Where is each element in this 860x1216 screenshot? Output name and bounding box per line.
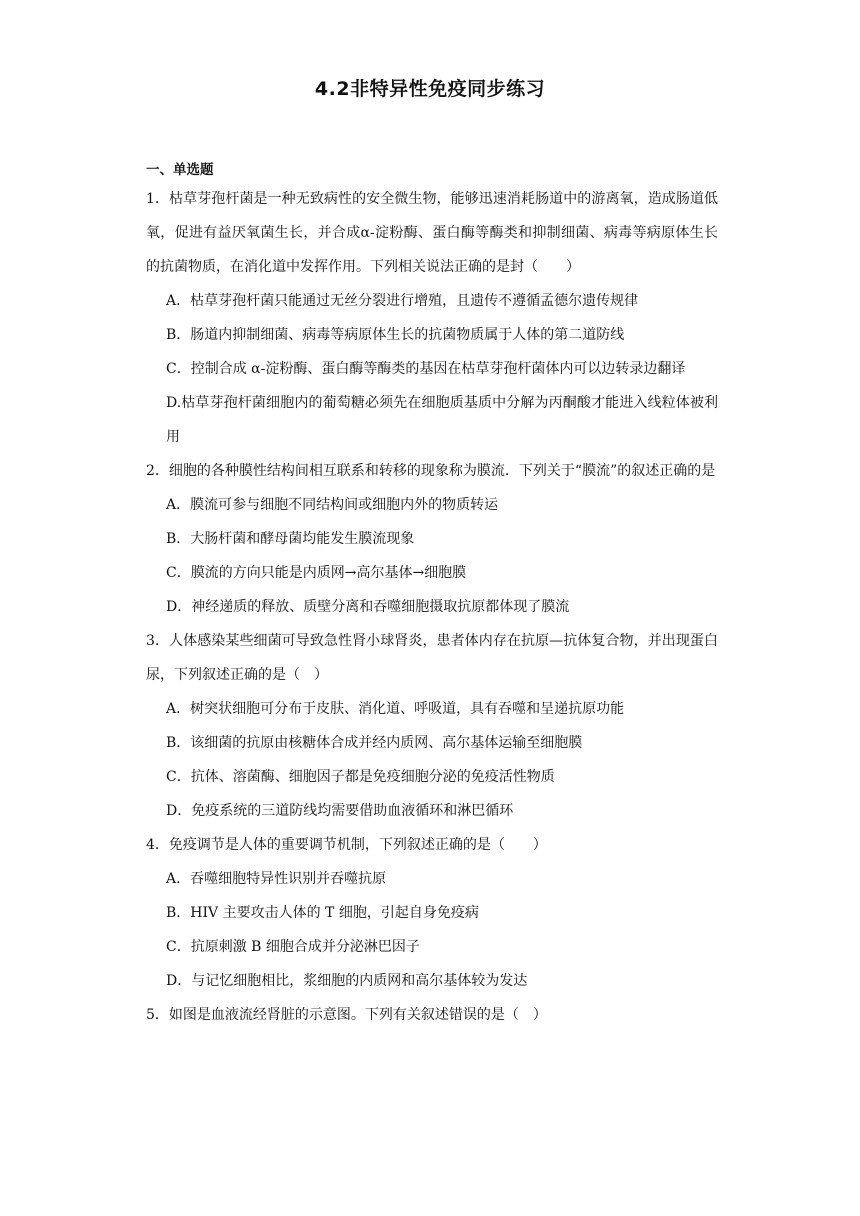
question-2-option-b: B．大肠杆菌和酵母菌均能发生膜流现象 [166, 531, 415, 547]
question-1-stem: 1．枯草芽孢杆菌是一种无致病性的安全微生物，能够迅速消耗肠道中的游离氧，造成肠道低氧，促进有益厌氧菌生长，并合成α-淀粉酶、蛋白酶等酶类和抑制细菌、病毒等病原体生长的抗菌物质，在消化道中发挥作用。下列相关说法正确的是封（ ） [146, 191, 718, 275]
question-5-stem: 5．如图是血液流经肾脏的示意图。下列有关叙述错误的是（ ） [146, 1007, 547, 1023]
question-2-option-c: C．膜流的方向只能是内质网→高尔基体→细胞膜 [166, 565, 467, 581]
question-3-option-c: C．抗体、溶菌酶、细胞因子都是免疫细胞分泌的免疫活性物质 [166, 769, 555, 785]
question-list [146, 182, 718, 1032]
question-3-option-d: D．免疫系统的三道防线均需要借助血液循环和淋巴循环 [166, 803, 514, 819]
question-1-option-d: D.枯草芽孢杆菌细胞内的葡萄糖必须先在细胞质基质中分解为丙酮酸才能进入线粒体被利用 [166, 395, 718, 445]
question-4-option-d: D．与记忆细胞相比，浆细胞的内质网和高尔基体较为发达 [166, 973, 528, 989]
question-3-option-b: B．该细菌的抗原由核糖体合成并经内质网、高尔基体运输至细胞膜 [166, 735, 583, 751]
question-3-option-a: A．树突状细胞可分布于皮肤、消化道、呼吸道，具有吞噬和呈递抗原功能 [166, 701, 625, 717]
question-3-stem: 3．人体感染某些细菌可导致急性肾小球肾炎，患者体内存在抗原—抗体复合物，并出现蛋白尿，下列叙述正确的是（ ） [146, 633, 718, 683]
page-title: 4.2非特异性免疫同步练习 [314, 78, 546, 100]
section-heading: 一、单选题 [146, 162, 214, 178]
question-2-option-a: A．膜流可参与细胞不同结构间或细胞内外的物质转运 [166, 497, 499, 513]
question-2-option-d: D．神经递质的释放、质壁分离和吞噬细胞摄取抗原都体现了膜流 [166, 599, 570, 615]
question-1-option-a: A．枯草芽孢杆菌只能通过无丝分裂进行增殖，且遗传不遵循孟德尔遗传规律 [166, 293, 639, 309]
question-4-stem: 4．免疫调节是人体的重要调节机制，下列叙述正确的是（ ） [146, 837, 547, 853]
question-1-option-c: C．控制合成 α-淀粉酶、蛋白酶等酶类的基因在枯草芽孢杆菌体内可以边转录边翻译 [166, 361, 686, 377]
question-1-option-b: B．肠道内抑制细菌、病毒等病原体生长的抗菌物质属于人体的第二道防线 [166, 327, 625, 343]
question-4-option-a: A．吞噬细胞特异性识别并吞噬抗原 [166, 871, 387, 887]
question-4-option-b: B．HIV 主要攻击人体的 T 细胞，引起自身免疫病 [166, 905, 479, 921]
question-2-stem: 2．细胞的各种膜性结构间相互联系和转移的现象称为膜流．下列关于“膜流”的叙述正确的是 [146, 463, 716, 479]
question-4-option-c: C．抗原刺激 B 细胞合成并分泌淋巴因子 [166, 939, 420, 955]
